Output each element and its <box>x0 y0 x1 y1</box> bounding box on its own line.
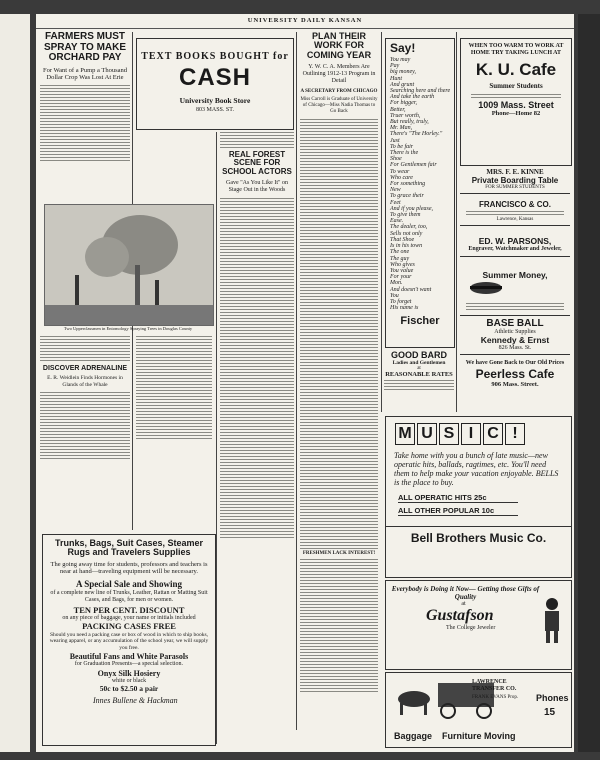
parsons-name: ED. W. PARSONS, <box>478 236 552 246</box>
poem-line: Is in his town <box>390 243 423 250</box>
goodbard-line4: REASONABLE RATES <box>385 371 453 378</box>
baseball-store: Kennedy & Ernst <box>480 335 550 345</box>
summer-money-ad <box>460 270 570 316</box>
plan-headline: PLAN THEIR WORK FOR COMING YEAR <box>306 31 372 60</box>
poem-line: But really, truly, <box>390 119 429 126</box>
poem-line: The guy <box>390 255 410 262</box>
bookstore-address: 803 MASS. ST. <box>196 107 234 113</box>
column-rule <box>216 132 217 744</box>
goodbard-text <box>384 380 454 390</box>
poem-line: Better, <box>390 106 406 113</box>
fischer-shoe-ad <box>385 38 455 348</box>
poem-line: Just <box>390 137 400 144</box>
tree-photo-icon <box>45 205 213 325</box>
adrenaline-text <box>40 392 130 459</box>
kinne-line1: Private Boarding Table <box>471 176 559 185</box>
peerless-ad <box>460 360 570 388</box>
textbooks-ad <box>136 38 294 130</box>
music-letter: I <box>461 423 481 445</box>
summer-money-heading: Summer Money, <box>482 270 548 280</box>
farmers-headline: FARMERS MUST SPRAY TO MAKE ORCHARD PAY <box>43 31 127 63</box>
parsons-ad <box>460 236 570 257</box>
special-sale-text: of a complete new line of Trunks, Leather, Rattan or Matting Suit Cases, and Bags, for men or women. <box>50 589 208 603</box>
trunks-ad <box>42 534 216 746</box>
packing-heading: PACKING CASES FREE <box>82 620 176 631</box>
adjacent-page-edge <box>0 14 30 752</box>
poem-line: Shoe <box>390 156 402 163</box>
baseball-heading: BASE BALL <box>486 318 544 329</box>
music-letter: C <box>483 423 503 445</box>
poem-line: To grace their <box>390 193 424 200</box>
poem-line: Ease. <box>390 218 404 225</box>
music-letter: S <box>439 423 459 445</box>
summer-money-text <box>466 303 564 310</box>
francisco-line: Lawrence, Kansas <box>496 217 534 222</box>
packing-text: Should you need a packing case or box of wood in which to ship books, wearing apparel, or any accumulation of the school year, we will supply you free. <box>49 631 209 651</box>
column-3 <box>300 32 378 694</box>
plan-subhead: Y. W. C. A. Members Are Outlining 1912-13 Program in Detail <box>302 64 376 85</box>
music-letters <box>394 423 571 445</box>
spraying-photo <box>44 204 214 326</box>
column-rule <box>456 32 457 412</box>
pot-icon <box>466 280 506 296</box>
gustafson-sub: The College Jeweler <box>446 625 496 631</box>
fischer-name: Fischer <box>400 315 440 328</box>
farmers-article-text <box>40 85 130 161</box>
poem-line: Feet <box>390 199 401 206</box>
poem-line: And take the earth <box>390 94 435 101</box>
forest-text <box>220 198 294 538</box>
poem-line: big money, <box>390 69 416 76</box>
lawrence-prop: FRANK EVANS Prop. <box>472 695 519 700</box>
poem-line: Mon. <box>390 280 403 287</box>
onyx-colors: white or black <box>111 678 147 685</box>
say-heading: Say! <box>390 41 416 55</box>
baseball-address: 826 Mass. St. <box>498 345 532 351</box>
gustafson-top: Everybody is Doing it Now— Getting those Gifts of Quality <box>391 585 540 601</box>
column-rule <box>296 32 297 730</box>
adrenaline-headline: DISCOVER ADRENALINE <box>42 365 128 372</box>
poem-line: To forget <box>390 298 412 305</box>
music-letter: ! <box>505 423 525 445</box>
gustafson-name: Gustafson <box>426 607 494 624</box>
baseball-ad <box>460 318 570 355</box>
trunks-headline: Trunks, Bags, Suit Cases, Steamer Rugs and Travelers Supplies <box>54 538 204 558</box>
cafe-phone: Phone—Home 82 <box>491 110 541 117</box>
poem-line: There's "The Horley." <box>390 131 443 138</box>
poem-line: That Shoe <box>390 236 415 243</box>
kinne-ad <box>460 168 570 194</box>
discount-heading: TEN PER CENT. DISCOUNT <box>73 604 185 615</box>
poem-line: And grunt <box>390 81 415 88</box>
poem-line: Hunt <box>390 75 402 82</box>
goodbard-heading: GOOD BARD <box>391 350 447 360</box>
poem-line: For something <box>390 181 426 188</box>
lawrence-footer: Baggage Furniture Moving <box>394 731 516 741</box>
cafe-sub: Summer Students <box>489 82 543 90</box>
lawrence-name: LAWRENCE TRANSFER CO. <box>472 679 517 692</box>
article-text <box>40 336 130 361</box>
music-ad <box>385 416 572 578</box>
farmers-subhead: For Want of a Pump a Thousand Dollar Crop Was Lost At Erie <box>42 66 128 81</box>
cafe-text <box>471 94 561 98</box>
cafe-name: K. U. Cafe <box>475 60 557 79</box>
onyx-heading: Onyx Silk Hosiery <box>97 669 161 679</box>
kinne-name: MRS. F. E. KINNE <box>486 168 544 176</box>
carroll-subhead: Miss Carroll is Graduate of University of Chicago—Miss Nadia Thomas to Go Back <box>300 97 378 115</box>
photo-caption: Two Upperclassmen in Entomology Spraying Trees in Douglas County <box>63 326 193 331</box>
poem-line: Pay <box>390 63 400 70</box>
column-1 <box>40 32 130 163</box>
discount-text: on any piece of baggage, your name or initials included <box>62 614 196 621</box>
poem-line: The one <box>390 249 410 256</box>
textbooks-line1: TEXT BOOKS BOUGHT for <box>141 51 289 62</box>
poem-line: For Gentlemen fair <box>390 162 437 169</box>
freshmen-headline: FRESHMEN LACK INTEREST! <box>302 551 376 557</box>
freshmen-text <box>300 559 378 692</box>
column-1-lower <box>40 336 130 461</box>
poem-line: To give them <box>390 212 421 219</box>
goodbard-ad <box>384 350 454 392</box>
music-body: Take home with you a bunch of late music—new operatic hits, ballads, ragtimes, etc. You'll need them to help make your vacation enjoyable. BELLS is the place to buy. <box>394 451 559 487</box>
poem-line: For bigger, <box>390 100 417 107</box>
fans-heading: Beautiful Fans and White Parasols <box>69 652 189 662</box>
cafe-top: WHEN TOO WARM TO WORK AT HOME TRY TAKING LUNCH AT <box>468 43 564 56</box>
plan-text <box>300 119 378 549</box>
baseball-line1: Athletic Supplies <box>494 329 536 335</box>
ku-cafe-ad <box>460 38 572 166</box>
column-2b <box>220 132 294 540</box>
poem-line: Sells not only <box>390 230 423 237</box>
poem-line: For your <box>390 274 412 281</box>
poem-line: Who gives <box>390 261 415 268</box>
kinne-line2: FOR SUMMER STUDENTS <box>485 185 545 190</box>
poem-line: Searching here and there <box>390 88 451 95</box>
music-store: Bell Brothers Music Co. <box>386 526 571 545</box>
poem-line: And doesn't want <box>390 286 432 293</box>
peerless-top: We have Gone Back to Our Old Prices <box>465 360 565 366</box>
masthead: UNIVERSITY DAILY KANSAN <box>36 14 574 29</box>
article-text <box>220 132 294 148</box>
bookstore-name: University Book Store <box>179 96 251 105</box>
peerless-address: 906 Mass. Street. <box>491 381 539 388</box>
francisco-text <box>466 211 564 215</box>
column-rule <box>381 32 382 412</box>
fans-text: for Graduation Presents—a special selection. <box>74 661 184 668</box>
newspaper-page <box>36 14 574 752</box>
cafe-address: 1009 Mass. Street <box>478 100 554 110</box>
poem-line: You value <box>390 267 414 274</box>
cash-heading: CASH <box>178 64 251 91</box>
special-sale: A Special Sale and Showing <box>75 578 183 589</box>
peerless-name: Peerless Cafe <box>475 367 555 381</box>
francisco-name: FRANCISCO & CO. <box>479 200 551 209</box>
music-popular: ALL OTHER POPULAR 10c <box>398 506 518 516</box>
poem-line: There is the <box>390 150 419 157</box>
article-text <box>136 336 212 439</box>
poem-line: The dealer, too, <box>390 224 428 231</box>
jeweler-figure-icon <box>539 597 565 643</box>
trunks-intro: The going away time for students, professors and teachers is near at hand—traveling equipment will be necessary. <box>50 560 208 576</box>
poem-line: To be fair <box>390 143 414 150</box>
music-letter: M <box>395 423 415 445</box>
goodbard-line2: Ladies and Gentlemen <box>392 360 446 366</box>
poem-line: Who care <box>390 174 413 181</box>
francisco-ad <box>460 200 570 226</box>
lawrence-phone-number: 15 <box>544 707 556 718</box>
store-signature: Innes Bullene & Hackman <box>93 696 178 706</box>
binding-shadow <box>578 14 600 752</box>
poem-line: And if you please, <box>390 205 433 212</box>
lawrence-transfer-ad <box>385 672 572 748</box>
adrenaline-subhead: E. R. Weidlein Finds Hormones in Glands of the Whale <box>47 375 123 388</box>
column-2-continued <box>136 336 212 441</box>
forest-headline: REAL FOREST SCENE FOR SCHOOL ACTORS <box>222 150 292 176</box>
poem-line: Mr. Man, <box>390 125 413 132</box>
onyx-price: 50c to $2.50 a pair <box>99 684 159 694</box>
lawrence-phones-label: Phones <box>536 693 569 703</box>
fischer-poem <box>390 57 454 311</box>
secretary-subhead: A SECRETARY FROM CHICAGO <box>300 89 378 95</box>
gustafson-ad <box>385 580 572 670</box>
gustafson-at: at <box>461 601 466 607</box>
music-operatic: ALL OPERATIC HITS 25c <box>398 493 518 503</box>
goodbard-line3: at <box>417 366 421 371</box>
poem-line: You may <box>390 57 411 63</box>
parsons-line: Engraver, Watchmaker and Jeweler, <box>468 246 562 252</box>
music-letter: U <box>417 423 437 445</box>
poem-line: To wear <box>390 168 410 175</box>
poem-line: You <box>390 292 399 299</box>
poem-line: His name is <box>390 305 419 312</box>
poem-line: New <box>390 187 401 194</box>
forest-subhead: Gave "As You Like It" on Stage Out in the Woods <box>226 180 288 194</box>
poem-line: Truer worth, <box>390 112 421 119</box>
